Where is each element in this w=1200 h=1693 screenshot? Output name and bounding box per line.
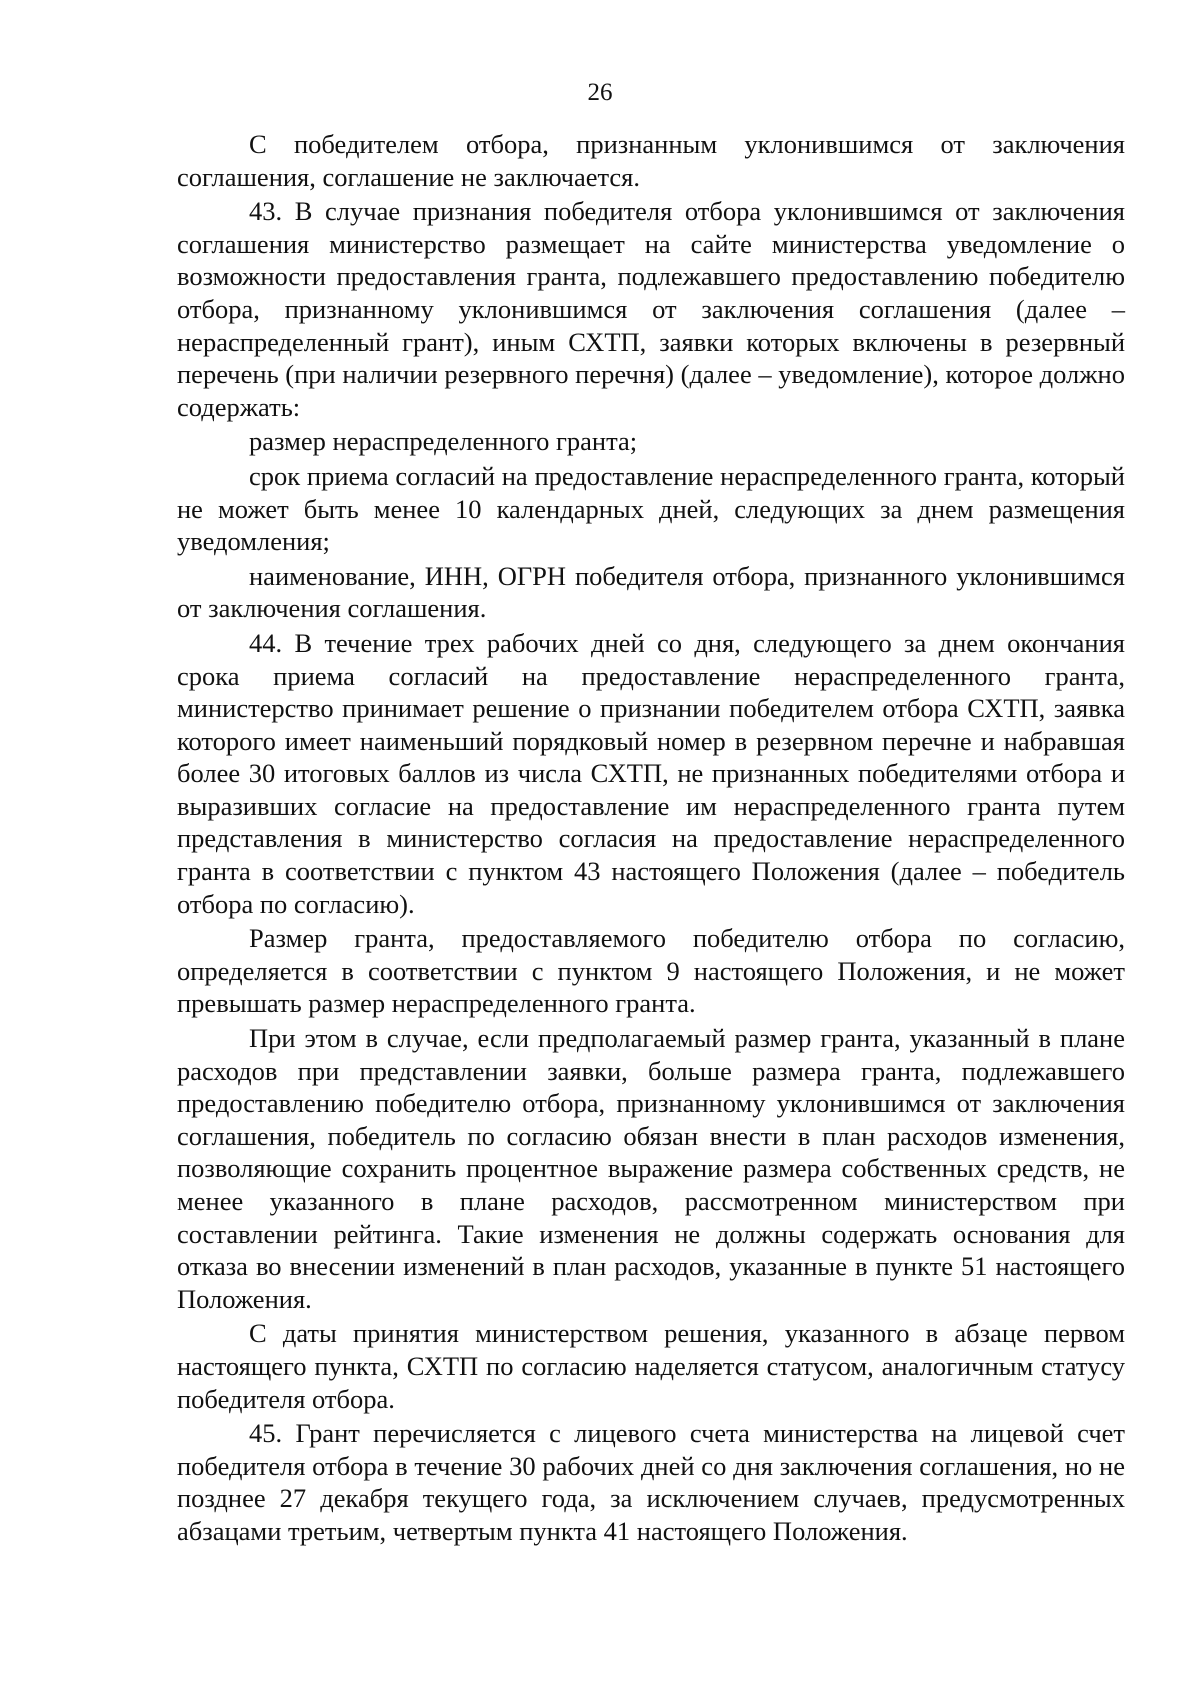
paragraph-item-44: 44. В течение трех рабочих дней со дня, следующего за днем окончания срока приема согласий на предоставление нераспределенного гранта, министерство принимает решение о признании победителем отбора СХТП, заявка которого имеет наименьший порядковый номер в резервном перечне и набравшая более 30 итоговых баллов из числа СХТП, не признанных победителями отбора и выразивших согласие на предоставление им нераспределенного гранта путем представления в министерство согласия на предоставление нераспределенного гранта в соответствии с пунктом 43 настоящего Положения (далее – победитель отбора по согласию).: [177, 627, 1125, 919]
paragraph: При этом в случае, если предполагаемый размер гранта, указанный в плане расходов при представлении заявки, больше размера гранта, подлежавшего предоставлению победителю отбора, признанному уклонившимся от заключения соглашения, победитель по согласию обязан внести в план расходов изменения, позволяющие сохранить процентное выражение размера собственных средств, не менее указанного в плане расходов, рассмотренном министерством при составлении рейтинга. Такие изменения не должны содержать основания для отказа во внесении изменений в план расходов, указанные в пункте 51 настоящего Положения.: [177, 1023, 1125, 1314]
page-number: 26: [587, 79, 613, 106]
paragraph: наименование, ИНН, ОГРН победителя отбора, признанного уклонившимся от заключения соглашения.: [177, 560, 1125, 624]
document-body: [177, 128, 1125, 1550]
paragraph: размер нераспределенного гранта;: [249, 426, 638, 457]
paragraph: С победителем отбора, признанным уклонившимся от заключения соглашения, соглашение не заключается.: [177, 129, 1125, 192]
paragraph-item-43: 43. В случае признания победителя отбора уклонившимся от заключения соглашения министерство размещает на сайте министерства уведомление о возможности предоставления гранта, подлежавшего предоставлению победителю отбора, признанному уклонившимся от заключения соглашения (далее – нераспределенный грант), иным СХТП, заявки которых включены в резервный перечень (при наличии резервного перечня) (далее – уведомление), которое должно содержать:: [177, 196, 1125, 422]
paragraph: Размер гранта, предоставляемого победителю отбора по согласию, определяется в соответствии с пунктом 9 настоящего Положения, и не может превышать размер нераспределенного гранта.: [177, 923, 1125, 1019]
paragraph: срок приема согласий на предоставление нераспределенного гранта, который не может быть менее 10 календарных дней, следующих за днем размещения уведомления;: [177, 460, 1125, 557]
paragraph: С даты принятия министерством решения, указанного в абзаце первом настоящего пункта, СХТП по согласию наделяется статусом, аналогичным статусу победителя отбора.: [177, 1318, 1125, 1414]
paragraph-item-45: 45. Грант перечисляется с лицевого счета министерства на лицевой счет победителя отбора в течение 30 рабочих дней со дня заключения соглашения, но не позднее 27 декабря текущего года, за исключением случаев, предусмотренных абзацами третьим, четвертым пункта 41 настоящего Положения.: [177, 1418, 1125, 1546]
